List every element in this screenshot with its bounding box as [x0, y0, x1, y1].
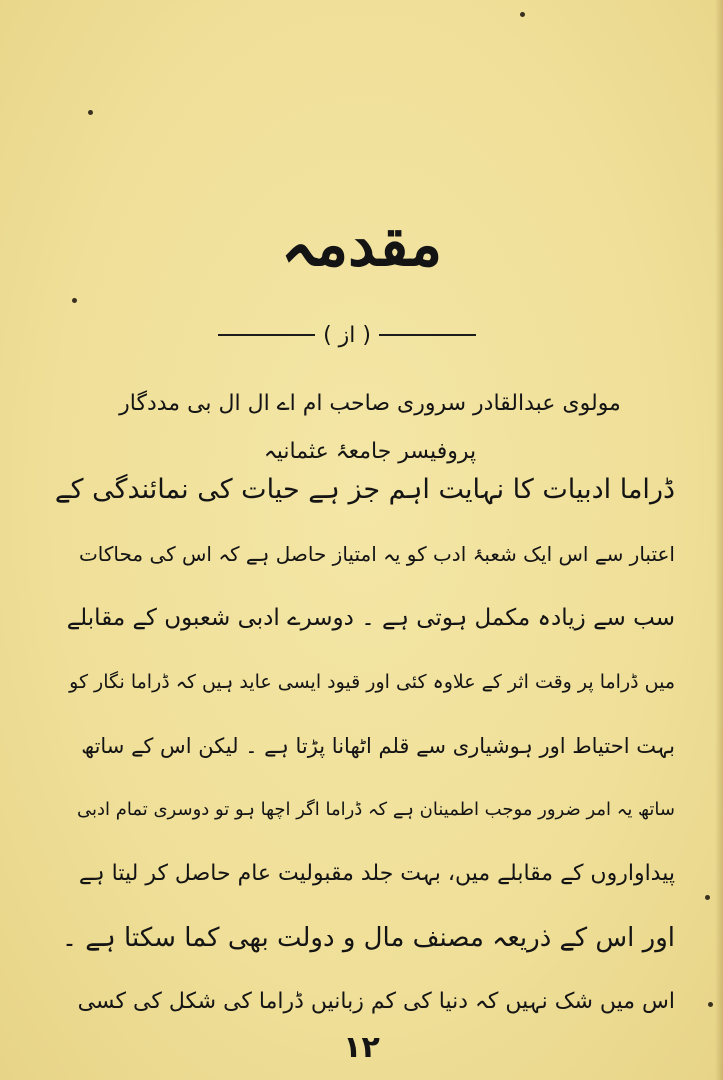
ink-speck: [705, 895, 710, 900]
body-line: سب سے زیادہ مکمل ہوتی ہے ۔ دوسرے ادبی شعبوں کے مقابلے: [66, 605, 675, 631]
page-title: مقدمہ: [280, 210, 443, 280]
body-line: پیداواروں کے مقابلے میں، بہت جلد مقبولیت عام حاصل کر لیتا ہے: [78, 861, 675, 886]
divider-line-left: [218, 334, 315, 336]
author-line: مولوی عبدالقادر سروری صاحب ام اے ال ال بی مددگار پروفیسر جامعۂ عثمانیہ: [119, 391, 621, 464]
page-number: ۱۲: [343, 1030, 380, 1065]
body-line: اور اس کے ذریعہ مصنف مال و دولت بھی کما سکتا ہے ۔: [61, 923, 675, 953]
body-line: اعتبار سے اس ایک شعبۂ ادب کو یہ امتیاز حاصل ہے کہ اس کی محاکات: [78, 542, 675, 566]
ink-speck: [72, 298, 77, 303]
body-line: بہت احتیاط اور ہوشیاری سے قلم اٹھانا پڑتا ہے ۔ لیکن اس کے ساتھ: [81, 734, 675, 758]
page-edge-shadow: [715, 0, 723, 1080]
body-paragraph: [55, 458, 675, 1034]
ink-speck: [88, 110, 93, 115]
ink-speck: [708, 1002, 713, 1007]
divider-line-right: [379, 334, 476, 336]
body-line: میں ڈراما پر وقت اثر کے علاوہ کئی اور قیود ایسی عاید ہیں کہ ڈراما نگار کو: [69, 671, 675, 693]
body-line: اس میں شک نہیں کہ دنیا کی کم زبانیں ڈراما کی شکل کی کسی: [77, 989, 675, 1014]
from-divider: [218, 318, 476, 352]
from-label: ( از ): [323, 322, 371, 348]
ink-speck: [520, 12, 525, 17]
body-line: ساتھ یہ امر ضرور موجب اطمینان ہے کہ ڈراما اگر اچھا ہو تو دوسری تمام ادبی: [76, 799, 675, 820]
body-line: ڈراما ادبیات کا نہایت اہم جز ہے حیات کی نمائندگی کے: [55, 474, 675, 505]
